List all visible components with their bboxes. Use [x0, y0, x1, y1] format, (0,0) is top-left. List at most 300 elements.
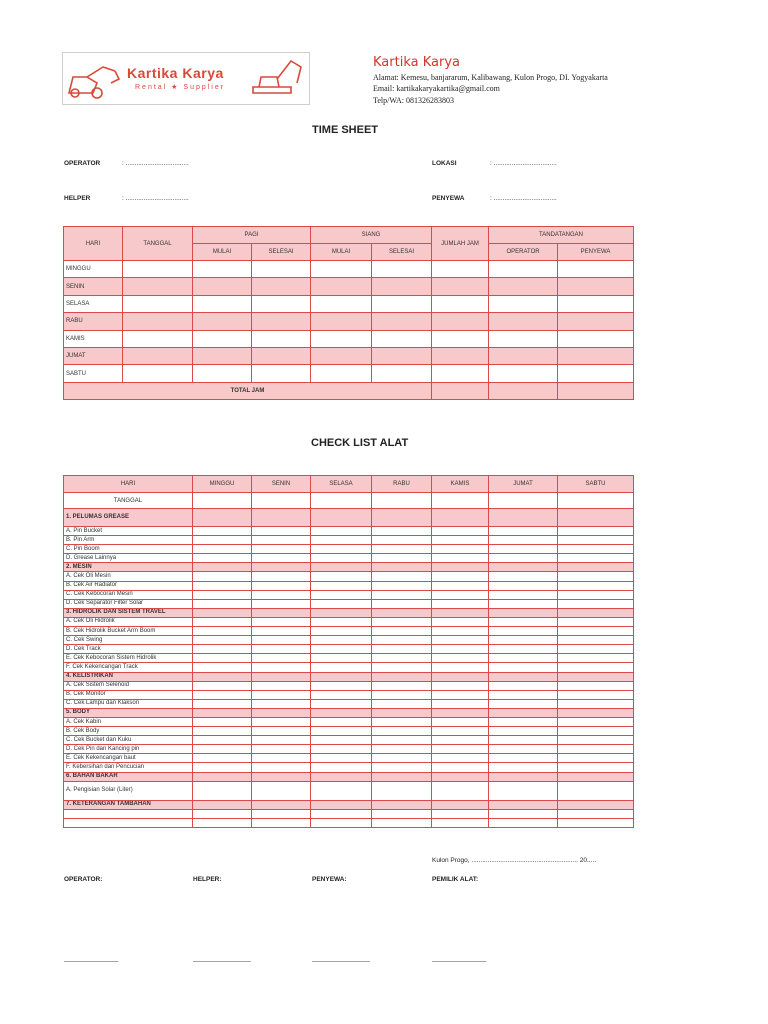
timesheet-cell[interactable] — [372, 295, 432, 312]
timesheet-cell[interactable] — [311, 330, 372, 347]
check-cell[interactable] — [372, 681, 432, 690]
check-cell[interactable] — [558, 800, 634, 809]
check-cell[interactable] — [489, 617, 558, 626]
check-cell[interactable] — [252, 708, 311, 717]
check-cell[interactable] — [311, 645, 372, 654]
check-cell[interactable] — [193, 554, 252, 563]
check-cell[interactable] — [193, 717, 252, 726]
check-cell[interactable] — [311, 663, 372, 672]
check-cell[interactable] — [193, 627, 252, 636]
check-cell[interactable] — [432, 590, 489, 599]
check-cell[interactable] — [489, 681, 558, 690]
check-cell[interactable] — [558, 663, 634, 672]
timesheet-cell[interactable] — [432, 365, 489, 382]
timesheet-cell[interactable] — [372, 330, 432, 347]
timesheet-cell[interactable] — [311, 347, 372, 364]
check-cell[interactable] — [193, 809, 252, 818]
timesheet-cell[interactable] — [193, 347, 252, 364]
check-cell[interactable] — [311, 672, 372, 681]
check-cell[interactable] — [372, 617, 432, 626]
check-cell[interactable] — [252, 699, 311, 708]
check-cell[interactable] — [372, 554, 432, 563]
check-cell[interactable] — [372, 809, 432, 818]
check-cell[interactable] — [193, 527, 252, 536]
check-cell[interactable] — [489, 554, 558, 563]
check-cell[interactable] — [311, 781, 372, 800]
check-cell[interactable] — [489, 545, 558, 554]
check-cell[interactable] — [372, 608, 432, 617]
lokasi-field[interactable]: : ................................... — [490, 160, 557, 167]
check-cell[interactable] — [252, 563, 311, 572]
check-cell[interactable] — [252, 527, 311, 536]
check-cell[interactable] — [432, 636, 489, 645]
penyewa-field[interactable]: : ................................... — [490, 195, 557, 202]
check-cell[interactable] — [489, 781, 558, 800]
check-cell[interactable] — [372, 527, 432, 536]
check-cell[interactable] — [489, 772, 558, 781]
check-cell[interactable] — [489, 581, 558, 590]
check-cell[interactable] — [252, 554, 311, 563]
check-cell[interactable] — [432, 754, 489, 763]
check-cell[interactable] — [489, 527, 558, 536]
check-cell[interactable] — [372, 663, 432, 672]
timesheet-cell[interactable] — [123, 347, 193, 364]
check-cell[interactable] — [372, 708, 432, 717]
tanggal-cell[interactable] — [558, 493, 634, 509]
timesheet-cell[interactable] — [311, 261, 372, 278]
check-cell[interactable] — [252, 509, 311, 527]
check-cell[interactable] — [193, 690, 252, 699]
check-cell[interactable] — [432, 745, 489, 754]
check-cell[interactable] — [252, 763, 311, 772]
check-cell[interactable] — [558, 608, 634, 617]
check-cell[interactable] — [432, 645, 489, 654]
check-cell[interactable] — [252, 636, 311, 645]
check-cell[interactable] — [193, 699, 252, 708]
check-cell[interactable] — [311, 654, 372, 663]
check-cell[interactable] — [252, 599, 311, 608]
check-cell[interactable] — [311, 590, 372, 599]
check-cell[interactable] — [432, 672, 489, 681]
check-cell[interactable] — [489, 690, 558, 699]
check-cell[interactable] — [252, 663, 311, 672]
check-cell[interactable] — [558, 809, 634, 818]
check-cell[interactable] — [432, 617, 489, 626]
check-cell[interactable] — [489, 663, 558, 672]
timesheet-cell[interactable] — [252, 313, 311, 330]
check-cell[interactable] — [252, 727, 311, 736]
timesheet-cell[interactable] — [558, 330, 634, 347]
check-cell[interactable] — [432, 717, 489, 726]
check-cell[interactable] — [193, 754, 252, 763]
check-cell[interactable] — [252, 818, 311, 827]
check-cell[interactable] — [372, 763, 432, 772]
check-cell[interactable] — [558, 509, 634, 527]
check-cell[interactable] — [372, 745, 432, 754]
total-cell[interactable] — [489, 382, 558, 399]
check-cell[interactable] — [558, 736, 634, 745]
check-cell[interactable] — [311, 545, 372, 554]
check-cell[interactable] — [432, 772, 489, 781]
check-cell[interactable] — [311, 690, 372, 699]
check-cell[interactable] — [372, 636, 432, 645]
timesheet-cell[interactable] — [193, 365, 252, 382]
check-cell[interactable] — [489, 627, 558, 636]
check-cell[interactable] — [489, 763, 558, 772]
timesheet-cell[interactable] — [489, 278, 558, 295]
check-cell[interactable] — [311, 736, 372, 745]
check-cell[interactable] — [558, 717, 634, 726]
check-cell[interactable] — [372, 736, 432, 745]
timesheet-cell[interactable] — [372, 261, 432, 278]
check-cell[interactable] — [252, 800, 311, 809]
timesheet-cell[interactable] — [252, 330, 311, 347]
tanggal-cell[interactable] — [489, 493, 558, 509]
signature-line[interactable]: ________________ — [193, 955, 251, 962]
timesheet-cell[interactable] — [489, 261, 558, 278]
check-cell[interactable] — [193, 672, 252, 681]
check-cell[interactable] — [193, 509, 252, 527]
check-cell[interactable] — [193, 617, 252, 626]
check-cell[interactable] — [489, 818, 558, 827]
check-cell[interactable] — [193, 654, 252, 663]
check-cell[interactable] — [311, 745, 372, 754]
check-cell[interactable] — [311, 617, 372, 626]
check-cell[interactable] — [432, 681, 489, 690]
check-cell[interactable] — [489, 736, 558, 745]
check-cell[interactable] — [432, 545, 489, 554]
check-cell[interactable] — [372, 563, 432, 572]
timesheet-cell[interactable] — [432, 261, 489, 278]
check-cell[interactable] — [372, 699, 432, 708]
check-cell[interactable] — [193, 599, 252, 608]
check-cell[interactable] — [372, 754, 432, 763]
timesheet-cell[interactable] — [372, 313, 432, 330]
total-cell[interactable] — [432, 382, 489, 399]
timesheet-cell[interactable] — [432, 278, 489, 295]
timesheet-cell[interactable] — [558, 365, 634, 382]
check-cell[interactable] — [193, 781, 252, 800]
timesheet-cell[interactable] — [193, 261, 252, 278]
check-cell[interactable] — [558, 527, 634, 536]
timesheet-cell[interactable] — [311, 295, 372, 312]
tanggal-cell[interactable] — [252, 493, 311, 509]
timesheet-cell[interactable] — [123, 278, 193, 295]
tanggal-cell[interactable] — [432, 493, 489, 509]
check-cell[interactable] — [193, 745, 252, 754]
check-cell[interactable] — [432, 536, 489, 545]
check-cell[interactable] — [489, 572, 558, 581]
timesheet-cell[interactable] — [489, 365, 558, 382]
check-cell[interactable] — [432, 654, 489, 663]
timesheet-cell[interactable] — [123, 295, 193, 312]
timesheet-cell[interactable] — [558, 347, 634, 364]
place-date-line[interactable]: Kulon Progo, ........................................................... 20..... — [432, 857, 597, 864]
timesheet-cell[interactable] — [489, 347, 558, 364]
check-cell[interactable] — [311, 708, 372, 717]
check-cell[interactable] — [372, 627, 432, 636]
timesheet-cell[interactable] — [311, 365, 372, 382]
check-cell[interactable] — [432, 581, 489, 590]
check-cell[interactable] — [372, 818, 432, 827]
timesheet-cell[interactable] — [489, 313, 558, 330]
timesheet-cell[interactable] — [252, 278, 311, 295]
check-cell[interactable] — [252, 645, 311, 654]
check-cell[interactable] — [558, 754, 634, 763]
check-cell[interactable] — [252, 581, 311, 590]
timesheet-cell[interactable] — [252, 261, 311, 278]
timesheet-cell[interactable] — [311, 278, 372, 295]
check-cell[interactable] — [311, 800, 372, 809]
check-cell[interactable] — [372, 645, 432, 654]
check-cell[interactable] — [372, 654, 432, 663]
check-cell[interactable] — [311, 608, 372, 617]
check-cell[interactable] — [311, 509, 372, 527]
check-cell[interactable] — [311, 536, 372, 545]
check-cell[interactable] — [372, 690, 432, 699]
check-cell[interactable] — [489, 590, 558, 599]
timesheet-cell[interactable] — [558, 313, 634, 330]
check-cell[interactable] — [252, 617, 311, 626]
check-cell[interactable] — [193, 763, 252, 772]
check-cell[interactable] — [432, 809, 489, 818]
check-cell[interactable] — [558, 645, 634, 654]
check-cell[interactable] — [489, 654, 558, 663]
check-cell[interactable] — [252, 590, 311, 599]
check-cell[interactable] — [252, 717, 311, 726]
check-cell[interactable] — [193, 590, 252, 599]
check-cell[interactable] — [372, 572, 432, 581]
timesheet-cell[interactable] — [193, 330, 252, 347]
check-cell[interactable] — [432, 527, 489, 536]
check-cell[interactable] — [489, 636, 558, 645]
check-cell[interactable] — [558, 617, 634, 626]
check-cell[interactable] — [372, 545, 432, 554]
check-cell[interactable] — [193, 727, 252, 736]
check-cell[interactable] — [311, 627, 372, 636]
check-cell[interactable] — [252, 736, 311, 745]
check-cell[interactable] — [432, 608, 489, 617]
check-cell[interactable] — [372, 727, 432, 736]
check-cell[interactable] — [558, 772, 634, 781]
check-cell[interactable] — [311, 717, 372, 726]
timesheet-cell[interactable] — [123, 261, 193, 278]
check-cell[interactable] — [372, 672, 432, 681]
check-cell[interactable] — [311, 754, 372, 763]
check-cell[interactable] — [558, 781, 634, 800]
check-cell[interactable] — [252, 681, 311, 690]
check-cell[interactable] — [193, 681, 252, 690]
check-cell[interactable] — [193, 563, 252, 572]
check-cell[interactable] — [558, 636, 634, 645]
check-cell[interactable] — [311, 699, 372, 708]
check-cell[interactable] — [489, 699, 558, 708]
timesheet-cell[interactable] — [372, 365, 432, 382]
check-cell[interactable] — [432, 509, 489, 527]
check-cell[interactable] — [252, 781, 311, 800]
check-cell[interactable] — [311, 763, 372, 772]
check-cell[interactable] — [252, 608, 311, 617]
check-cell[interactable] — [193, 800, 252, 809]
check-cell[interactable] — [311, 554, 372, 563]
timesheet-cell[interactable] — [432, 295, 489, 312]
check-cell[interactable] — [252, 654, 311, 663]
check-cell[interactable] — [432, 554, 489, 563]
check-cell[interactable] — [489, 708, 558, 717]
check-cell[interactable] — [558, 581, 634, 590]
timesheet-cell[interactable] — [193, 313, 252, 330]
check-cell[interactable] — [311, 772, 372, 781]
check-cell[interactable] — [489, 800, 558, 809]
timesheet-cell[interactable] — [193, 278, 252, 295]
check-cell[interactable] — [252, 627, 311, 636]
total-cell[interactable] — [558, 382, 634, 399]
timesheet-cell[interactable] — [489, 295, 558, 312]
timesheet-cell[interactable] — [123, 330, 193, 347]
check-cell[interactable] — [558, 708, 634, 717]
timesheet-cell[interactable] — [558, 261, 634, 278]
check-cell[interactable] — [558, 590, 634, 599]
check-cell[interactable] — [372, 717, 432, 726]
check-cell[interactable] — [252, 672, 311, 681]
check-cell[interactable] — [311, 636, 372, 645]
check-cell[interactable] — [252, 754, 311, 763]
check-cell[interactable] — [311, 599, 372, 608]
timesheet-cell[interactable] — [123, 365, 193, 382]
check-cell[interactable] — [193, 663, 252, 672]
check-cell[interactable] — [432, 736, 489, 745]
check-cell[interactable] — [193, 572, 252, 581]
check-cell[interactable] — [252, 545, 311, 554]
check-cell[interactable] — [311, 572, 372, 581]
timesheet-cell[interactable] — [432, 313, 489, 330]
check-cell[interactable] — [311, 563, 372, 572]
check-cell[interactable] — [252, 772, 311, 781]
check-cell[interactable] — [558, 572, 634, 581]
check-cell[interactable] — [432, 818, 489, 827]
check-cell[interactable] — [432, 599, 489, 608]
check-cell[interactable] — [252, 690, 311, 699]
timesheet-cell[interactable] — [558, 295, 634, 312]
timesheet-cell[interactable] — [252, 365, 311, 382]
check-cell[interactable] — [372, 509, 432, 527]
check-cell[interactable] — [372, 581, 432, 590]
check-cell[interactable] — [558, 627, 634, 636]
check-cell[interactable] — [311, 809, 372, 818]
signature-line[interactable]: _______________ — [64, 955, 119, 962]
check-cell[interactable] — [558, 745, 634, 754]
check-cell[interactable] — [558, 599, 634, 608]
check-cell[interactable] — [193, 608, 252, 617]
check-cell[interactable] — [558, 763, 634, 772]
check-cell[interactable] — [558, 672, 634, 681]
check-cell[interactable] — [372, 772, 432, 781]
timesheet-cell[interactable] — [432, 330, 489, 347]
timesheet-cell[interactable] — [252, 295, 311, 312]
check-cell[interactable] — [193, 545, 252, 554]
check-cell[interactable] — [432, 708, 489, 717]
check-cell[interactable] — [558, 545, 634, 554]
check-cell[interactable] — [372, 590, 432, 599]
timesheet-cell[interactable] — [311, 313, 372, 330]
check-cell[interactable] — [489, 727, 558, 736]
timesheet-cell[interactable] — [432, 347, 489, 364]
check-cell[interactable] — [558, 690, 634, 699]
check-cell[interactable] — [489, 599, 558, 608]
check-cell[interactable] — [558, 554, 634, 563]
check-cell[interactable] — [558, 536, 634, 545]
timesheet-cell[interactable] — [489, 330, 558, 347]
check-cell[interactable] — [432, 663, 489, 672]
check-cell[interactable] — [311, 527, 372, 536]
timesheet-cell[interactable] — [123, 313, 193, 330]
check-cell[interactable] — [489, 563, 558, 572]
check-cell[interactable] — [252, 745, 311, 754]
check-cell[interactable] — [489, 754, 558, 763]
check-cell[interactable] — [558, 563, 634, 572]
check-cell[interactable] — [193, 581, 252, 590]
check-cell[interactable] — [489, 509, 558, 527]
check-cell[interactable] — [311, 818, 372, 827]
check-cell[interactable] — [372, 536, 432, 545]
tanggal-cell[interactable] — [193, 493, 252, 509]
check-cell[interactable] — [489, 645, 558, 654]
timesheet-cell[interactable] — [558, 278, 634, 295]
check-cell[interactable] — [311, 681, 372, 690]
check-cell[interactable] — [432, 690, 489, 699]
check-cell[interactable] — [311, 581, 372, 590]
helper-field[interactable]: : ................................... — [122, 195, 189, 202]
check-cell[interactable] — [372, 781, 432, 800]
check-cell[interactable] — [193, 818, 252, 827]
check-cell[interactable] — [311, 727, 372, 736]
check-cell[interactable] — [489, 745, 558, 754]
timesheet-cell[interactable] — [252, 347, 311, 364]
check-cell[interactable] — [432, 781, 489, 800]
check-cell[interactable] — [193, 636, 252, 645]
check-cell[interactable] — [193, 736, 252, 745]
tanggal-cell[interactable] — [311, 493, 372, 509]
check-cell[interactable] — [252, 809, 311, 818]
check-cell[interactable] — [432, 699, 489, 708]
check-cell[interactable] — [558, 818, 634, 827]
check-cell[interactable] — [252, 536, 311, 545]
check-cell[interactable] — [489, 672, 558, 681]
check-cell[interactable] — [489, 536, 558, 545]
tanggal-cell[interactable] — [372, 493, 432, 509]
timesheet-cell[interactable] — [193, 295, 252, 312]
check-cell[interactable] — [558, 727, 634, 736]
check-cell[interactable] — [432, 763, 489, 772]
signature-line[interactable]: _______________ — [432, 955, 487, 962]
check-cell[interactable] — [193, 772, 252, 781]
check-cell[interactable] — [558, 699, 634, 708]
check-cell[interactable] — [432, 563, 489, 572]
timesheet-cell[interactable] — [372, 278, 432, 295]
check-cell[interactable] — [558, 681, 634, 690]
check-cell[interactable] — [193, 645, 252, 654]
check-cell[interactable] — [432, 572, 489, 581]
check-cell[interactable] — [489, 608, 558, 617]
check-cell[interactable] — [432, 627, 489, 636]
check-cell[interactable] — [558, 654, 634, 663]
check-cell[interactable] — [489, 717, 558, 726]
signature-line[interactable]: ________________ — [312, 955, 370, 962]
check-cell[interactable] — [193, 536, 252, 545]
check-cell[interactable] — [432, 727, 489, 736]
check-cell[interactable] — [372, 599, 432, 608]
timesheet-cell[interactable] — [372, 347, 432, 364]
